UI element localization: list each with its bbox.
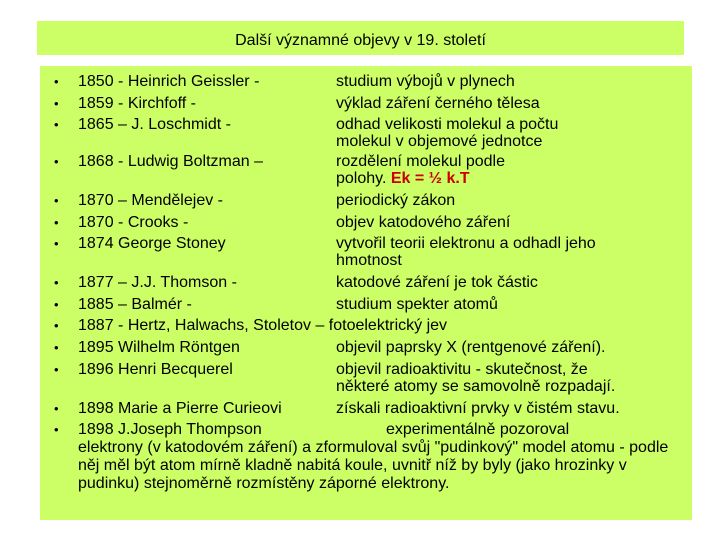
- item-date-name: 1850 - Heinrich Geissler -: [78, 73, 260, 90]
- bullet: •: [54, 236, 59, 251]
- bullet: •: [54, 74, 59, 89]
- bullet: •: [54, 318, 59, 333]
- item-date-name: 1887 - Hertz, Halwachs, Stoletov – fotoelektrický jev: [78, 317, 448, 334]
- bullet: •: [54, 117, 59, 132]
- final-item-text: elektrony (v katodovém záření) a zformuloval svůj "pudinkový" model atomu - podle něj měl být atom mírně kladně nabitá koule, uvnitř níž by byly (jako hrozinky v pudinku) stejnoměrně rozmístěny záporné elektrony.: [78, 439, 669, 492]
- slide-title: Další významné objevy v 19. století: [235, 32, 486, 49]
- bullet: •: [54, 297, 59, 312]
- item-description: odhad velikosti molekul a počtu: [336, 116, 559, 133]
- item-date-name: 1896 Henri Becquerel: [78, 361, 233, 378]
- item-description: experimentálně pozoroval: [386, 421, 570, 438]
- item-date-name: 1885 – Balmér -: [78, 296, 192, 313]
- item-description: katodové záření je tok částic: [336, 274, 538, 291]
- bullet: •: [54, 215, 59, 230]
- bullet: •: [54, 154, 59, 169]
- bullet: •: [54, 401, 59, 416]
- item-date-name: 1865 – J. Loschmidt -: [78, 116, 231, 133]
- item-description: studium výbojů v plynech: [336, 73, 515, 90]
- formula-text: Ek = ½ k.T: [390, 170, 470, 187]
- title-banner: [37, 21, 684, 55]
- bullet: •: [54, 362, 59, 377]
- item-description: některé atomy se samovolně rozpadají.: [336, 378, 616, 395]
- bullet: •: [54, 275, 59, 290]
- item-description: periodický zákon: [336, 192, 456, 209]
- item-description: rozdělení molekul podle: [336, 153, 505, 170]
- item-date-name: 1874 George Stoney: [78, 235, 226, 252]
- item-date-name: 1870 - Crooks -: [78, 214, 189, 231]
- bullet: •: [54, 422, 59, 437]
- content-panel: [40, 66, 692, 520]
- item-date-name: 1877 – J.J. Thomson -: [78, 274, 237, 291]
- bullet: •: [54, 340, 59, 355]
- item-description: [336, 170, 470, 188]
- item-date-name: 1870 – Mendělejev -: [78, 192, 223, 209]
- bullet: •: [54, 193, 59, 208]
- item-date-name: 1898 Marie a Pierre Curieovi: [78, 400, 282, 417]
- item-description: molekul v objemové jednotce: [336, 133, 543, 150]
- item-description: studium spekter atomů: [336, 296, 498, 313]
- formula-prefix: polohy.: [336, 170, 391, 187]
- item-date-name: 1859 - Kirchfoff -: [78, 95, 196, 112]
- bullet: •: [54, 96, 59, 111]
- item-description: objevil paprsky X (rentgenové záření).: [336, 339, 606, 356]
- item-description: výklad záření černého tělesa: [336, 95, 540, 112]
- item-description: vytvořil teorii elektronu a odhadl jeho: [336, 235, 596, 252]
- item-description: objev katodového záření: [336, 214, 511, 231]
- item-date-name: 1868 - Ludwig Boltzman –: [78, 153, 263, 170]
- item-date-name: 1898 J.Joseph Thompson: [78, 421, 262, 438]
- item-description: hmotnost: [336, 252, 402, 269]
- item-date-name: 1895 Wilhelm Röntgen: [78, 339, 240, 356]
- item-description: objevil radioaktivitu - skutečnost, že: [336, 361, 588, 378]
- item-description: získali radioaktivní prvky v čistém stavu.: [336, 400, 620, 417]
